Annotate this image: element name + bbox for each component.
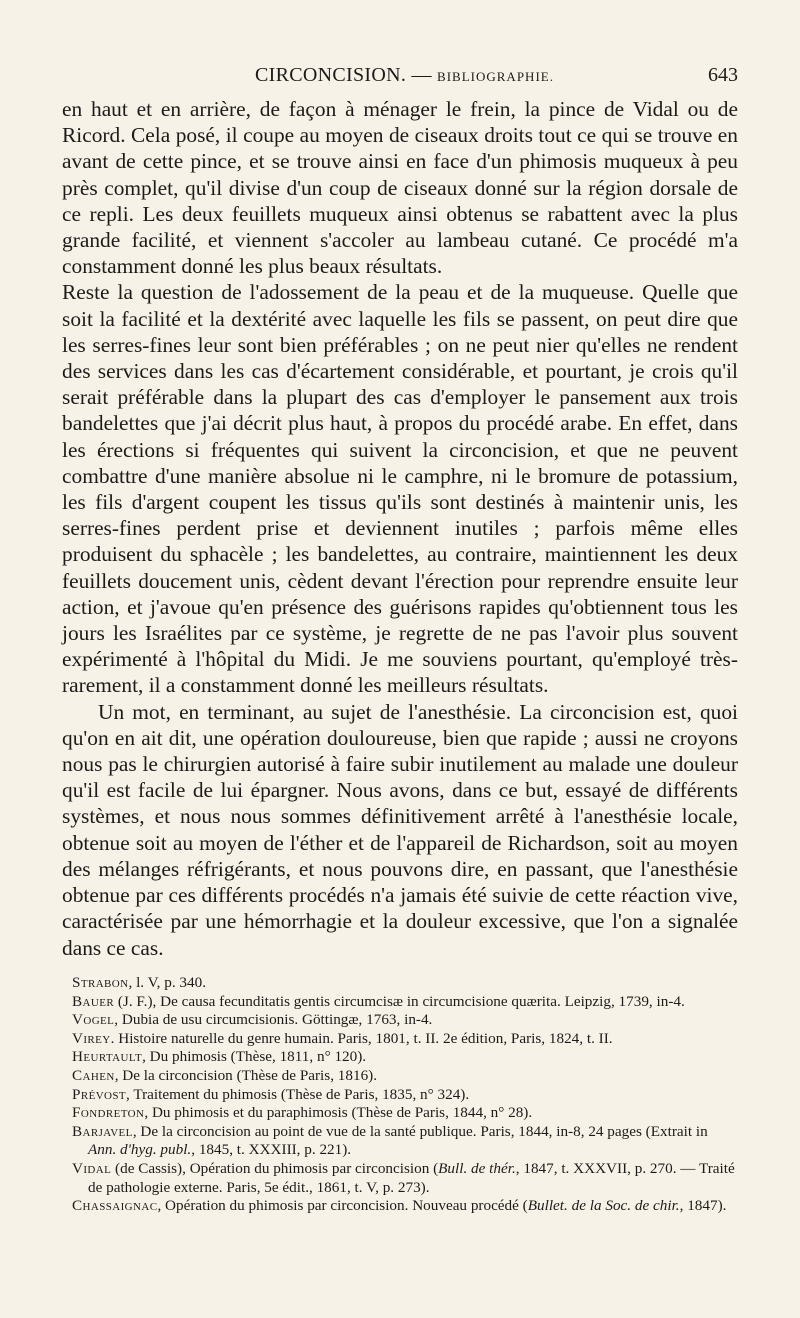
reference-text: , 1847, t. XXXVII, p. 270. — Traité de pathologie externe. Paris, 5e édit., 1861, t. V, p. 273). xyxy=(88,1159,735,1196)
bibliography-entry xyxy=(72,1104,738,1123)
reference-text: . Histoire naturelle du genre humain. Paris, 1801, t. II. 2e édition, Paris, 1824, t. II. xyxy=(110,1029,613,1047)
bibliography-entry xyxy=(72,1197,738,1216)
paragraph: Un mot, en terminant, au sujet de l'anesthésie. La circoncision est, quoi qu'on en ait dit, une opération douloureuse, bien que rapide ; aussi ne croyons nous pas le chirurgien autorisé à faire subir inutilement au malade une douleur qu'il est facile de lui épargner. Nous avons, dans ce but, essayé de différents systèmes, et nous nous sommes définitivement arrêté à l'anesthésie locale, obtenue soit au moyen de l'éther et de l'appareil de Richardson, soit au moyen des mélanges réfrigérants, et nous pouvons dire, en passant, que l'anesthésie obtenue par ces différents procédés n'a jamais été suivie de cette réaction vive, caractérisée par une hémorrhagie et la douleur excessive, que l'on a signalée dans ce cas. xyxy=(62,699,738,960)
reference-text: , Opération du phimosis par circoncision. Nouveau procédé ( xyxy=(157,1197,528,1215)
reference-author: Chassaignac xyxy=(72,1197,158,1215)
reference-text: , l. V, p. 340. xyxy=(128,974,206,991)
reference-journal: Bullet. de la Soc. de chir. xyxy=(527,1197,680,1215)
page-number: 643 xyxy=(708,64,738,86)
reference-author: Bauer xyxy=(72,992,115,1010)
reference-author: Strabon xyxy=(72,974,129,991)
reference-text: , De la circoncision au point de vue de la santé publique. Paris, 1844, in-8, 24 pages (Extrait in xyxy=(132,1122,708,1140)
reference-journal: Bull. de thér. xyxy=(438,1159,516,1177)
bibliography-entry xyxy=(72,1030,738,1049)
reference-text: (J. F.), De causa fecunditatis gentis circumcisæ in circumcisione quærita. Leipzig, 1739, in-4. xyxy=(114,992,685,1010)
header-title: CIRCONCISION. xyxy=(255,64,407,86)
reference-author: Vidal xyxy=(72,1159,112,1177)
reference-text: , Dubia de usu circumcisionis. Göttingæ, 1763, in-4. xyxy=(114,1011,433,1029)
reference-author: Fondreton xyxy=(72,1104,145,1122)
reference-journal: Ann. d'hyg. publ. xyxy=(88,1141,192,1159)
bibliography-entry xyxy=(72,974,738,993)
reference-author: Vogel xyxy=(72,1011,115,1029)
header-section: BIBLIOGRAPHIE. xyxy=(437,69,554,84)
body-text xyxy=(62,96,738,961)
bibliography-entry xyxy=(72,1160,738,1197)
reference-author: Prévost xyxy=(72,1085,127,1103)
header-title-group xyxy=(255,64,554,87)
bibliography-entry xyxy=(72,1123,738,1160)
bibliography-entry xyxy=(72,1011,738,1030)
reference-text: , Du phimosis et du paraphimosis (Thèse de Paris, 1844, n° 28). xyxy=(144,1104,533,1122)
reference-text: , Du phimosis (Thèse, 1811, n° 120). xyxy=(142,1048,367,1066)
reference-text: (de Cassis), Opération du phimosis par circoncision ( xyxy=(111,1159,439,1177)
bibliography-entry xyxy=(72,993,738,1012)
bibliography-entry xyxy=(72,1067,738,1086)
reference-author: Barjavel xyxy=(72,1122,133,1140)
reference-author: Virey xyxy=(72,1029,111,1047)
reference-text: , 1845, t. XXXIII, p. 221). xyxy=(191,1141,352,1159)
bibliography-entry xyxy=(72,1048,738,1067)
paragraph: en haut et en arrière, de façon à ménager le frein, la pince de Vidal ou de Ricord. Cela posé, il coupe au moyen de ciseaux droits tout ce qui se trouve en avant de cette pince, et se trouve ainsi en face d'un phimosis muqueux à peu près complet, qu'il divise d'un coup de ciseaux donné sur la région dorsale de ce repli. Les deux feuillets muqueux ainsi obtenus se rabattent avec la plus grande facilité, et viennent s'accoler au lambeau cutané. Ce procédé m'a constamment donné les plus beaux résultats. xyxy=(62,97,738,279)
reference-text: , 1847). xyxy=(679,1197,727,1215)
paragraph: Reste la question de l'adossement de la peau et de la muqueuse. Quelle que soit la facilité et la dextérité avec laquelle les fils se passent, on peut dire que les serres-fines leur sont bien préférables ; on ne peut nier qu'elles ne rendent des services dans les cas d'écartement considérable, et pourtant, je crois qu'il serait préférable dans la plupart des cas d'employer le pansement aux trois bandelettes que j'ai décrit plus haut, à propos du procédé arabe. En effet, dans les érections si fréquentes qui suivent la circoncision, et que ne peuvent combattre d'une manière absolue ni le camphre, ni le bromure de potassium, les fils d'argent coupent les tissus qu'ils sont destinés à maintenir unis, les serres-fines perdent prise et deviennent inutiles ; parfois même elles produisent du sphacèle ; les bandelettes, au contraire, maintiennent les deux feuillets doucement unis, cèdent devant l'érection pour reprendre ensuite leur action, et j'avoue qu'en présence des guérisons rapides qu'obtiennent tous les jours les Israélites par ce système, je regrette de ne pas l'avoir plus souvent expérimenté à l'hôpital du Midi. Je me souviens pourtant, qu'employé très-rarement, il a constamment donné les meilleurs résultats. xyxy=(62,280,738,698)
running-header xyxy=(60,60,738,90)
reference-text: , De la circoncision (Thèse de Paris, 1816). xyxy=(114,1066,378,1084)
reference-author: Heurtault xyxy=(72,1048,143,1066)
reference-text: , Traitement du phimosis (Thèse de Paris, 1835, n° 324). xyxy=(126,1085,470,1103)
bibliography xyxy=(72,974,738,1216)
bibliography-entry xyxy=(72,1086,738,1105)
header-dash: — xyxy=(406,64,438,86)
reference-author: Cahen xyxy=(72,1066,115,1084)
